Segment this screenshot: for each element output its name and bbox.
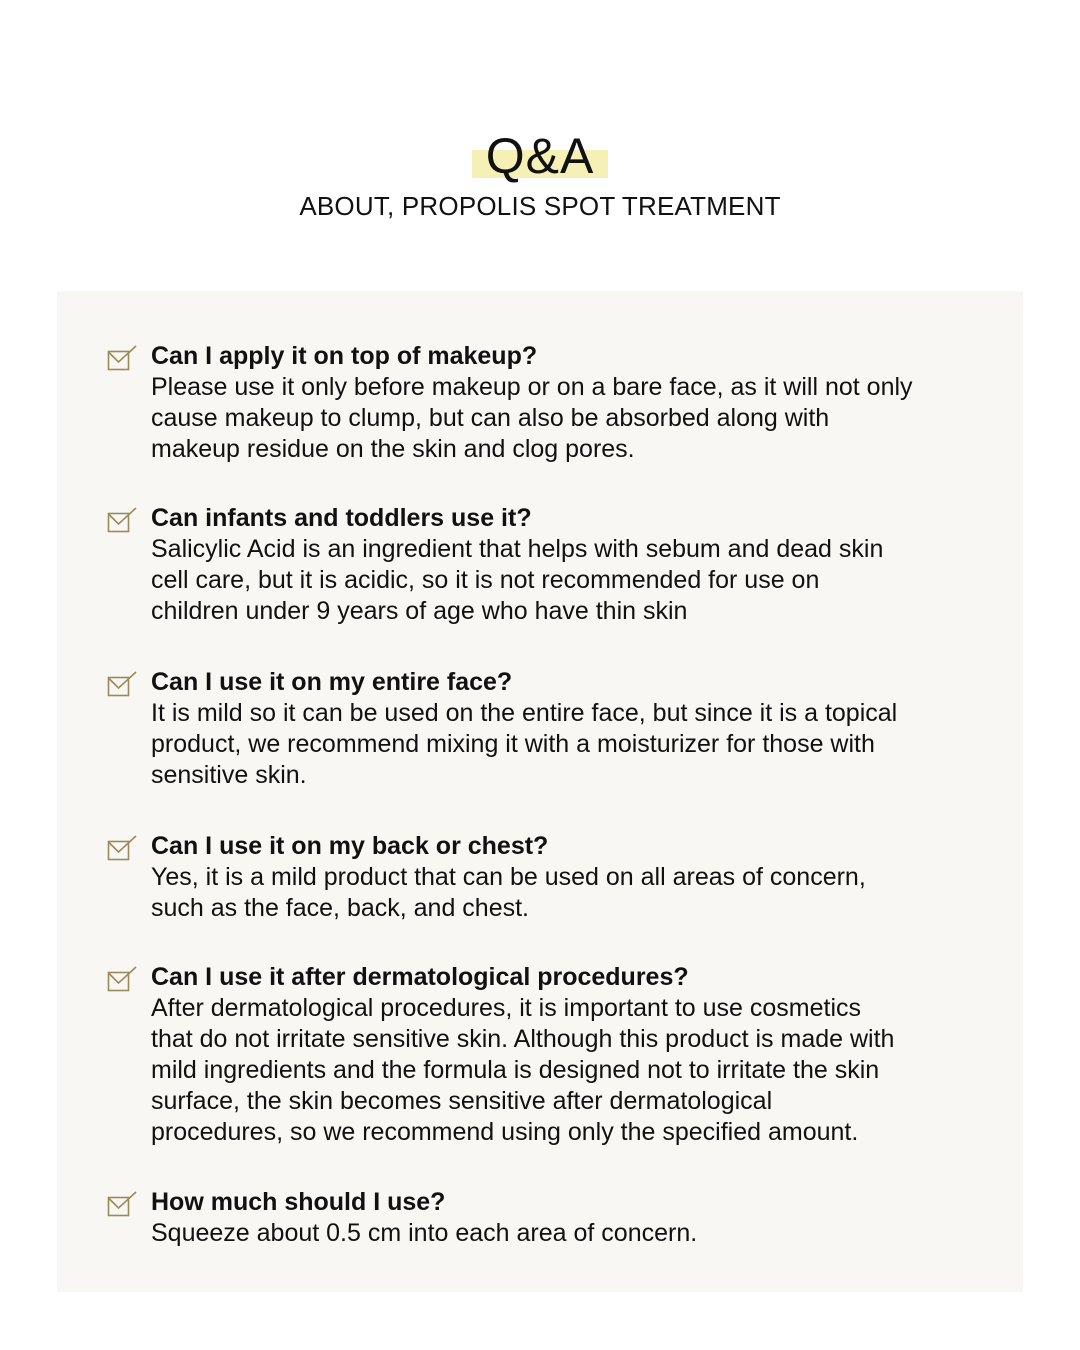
answer	[151, 993, 981, 1148]
checkbox-icon	[107, 835, 137, 861]
checkbox-icon	[107, 1191, 137, 1217]
checkbox-icon	[107, 966, 137, 992]
answer-line: sensitive skin.	[151, 761, 307, 789]
answer-line: Squeeze about 0.5 cm into each area of concern.	[151, 1219, 698, 1247]
checkbox-icon	[107, 671, 137, 697]
qa-panel	[57, 291, 1023, 1292]
checkbox-icon	[107, 345, 137, 371]
answer-line: such as the face, back, and chest.	[151, 894, 530, 922]
answer	[151, 862, 981, 924]
answer-line: Yes, it is a mild product that can be used on all areas of concern,	[151, 863, 866, 891]
answer-line: that do not irritate sensitive skin. Although this product is made with	[151, 1025, 895, 1053]
page-subtitle: ABOUT, PROPOLIS SPOT TREATMENT	[299, 191, 781, 221]
answer-line: It is mild so it can be used on the entire face, but since it is a topical	[151, 699, 898, 727]
answer	[151, 1218, 981, 1249]
answer-line: makeup residue on the skin and clog pores.	[151, 435, 635, 463]
answer-line: mild ingredients and the formula is designed not to irritate the skin	[151, 1056, 880, 1084]
question: Can I apply it on top of makeup?	[151, 342, 538, 370]
page-header	[0, 128, 1080, 222]
answer	[151, 534, 981, 627]
question: Can infants and toddlers use it?	[151, 504, 532, 532]
answer-line: cause makeup to clump, but can also be absorbed along with	[151, 404, 830, 432]
question: How much should I use?	[151, 1188, 446, 1216]
answer-line: After dermatological procedures, it is important to use cosmetics	[151, 994, 862, 1022]
answer-line: procedures, so we recommend using only the specified amount.	[151, 1118, 859, 1146]
page-title: Q&A	[485, 128, 595, 184]
answer-line: children under 9 years of age who have thin skin	[151, 597, 688, 625]
answer-line: cell care, but it is acidic, so it is not recommended for use on	[151, 566, 820, 594]
answer	[151, 698, 981, 791]
question: Can I use it after dermatological procedures?	[151, 963, 689, 991]
answer-line: product, we recommend mixing it with a moisturizer for those with	[151, 730, 875, 758]
answer-line: Please use it only before makeup or on a bare face, as it will not only	[151, 373, 913, 401]
checkbox-icon	[107, 507, 137, 533]
title-wrap	[486, 128, 595, 184]
answer-line: surface, the skin becomes sensitive after dermatological	[151, 1087, 773, 1115]
answer	[151, 372, 981, 465]
question: Can I use it on my back or chest?	[151, 832, 549, 860]
question: Can I use it on my entire face?	[151, 668, 513, 696]
answer-line: Salicylic Acid is an ingredient that helps with sebum and dead skin	[151, 535, 884, 563]
